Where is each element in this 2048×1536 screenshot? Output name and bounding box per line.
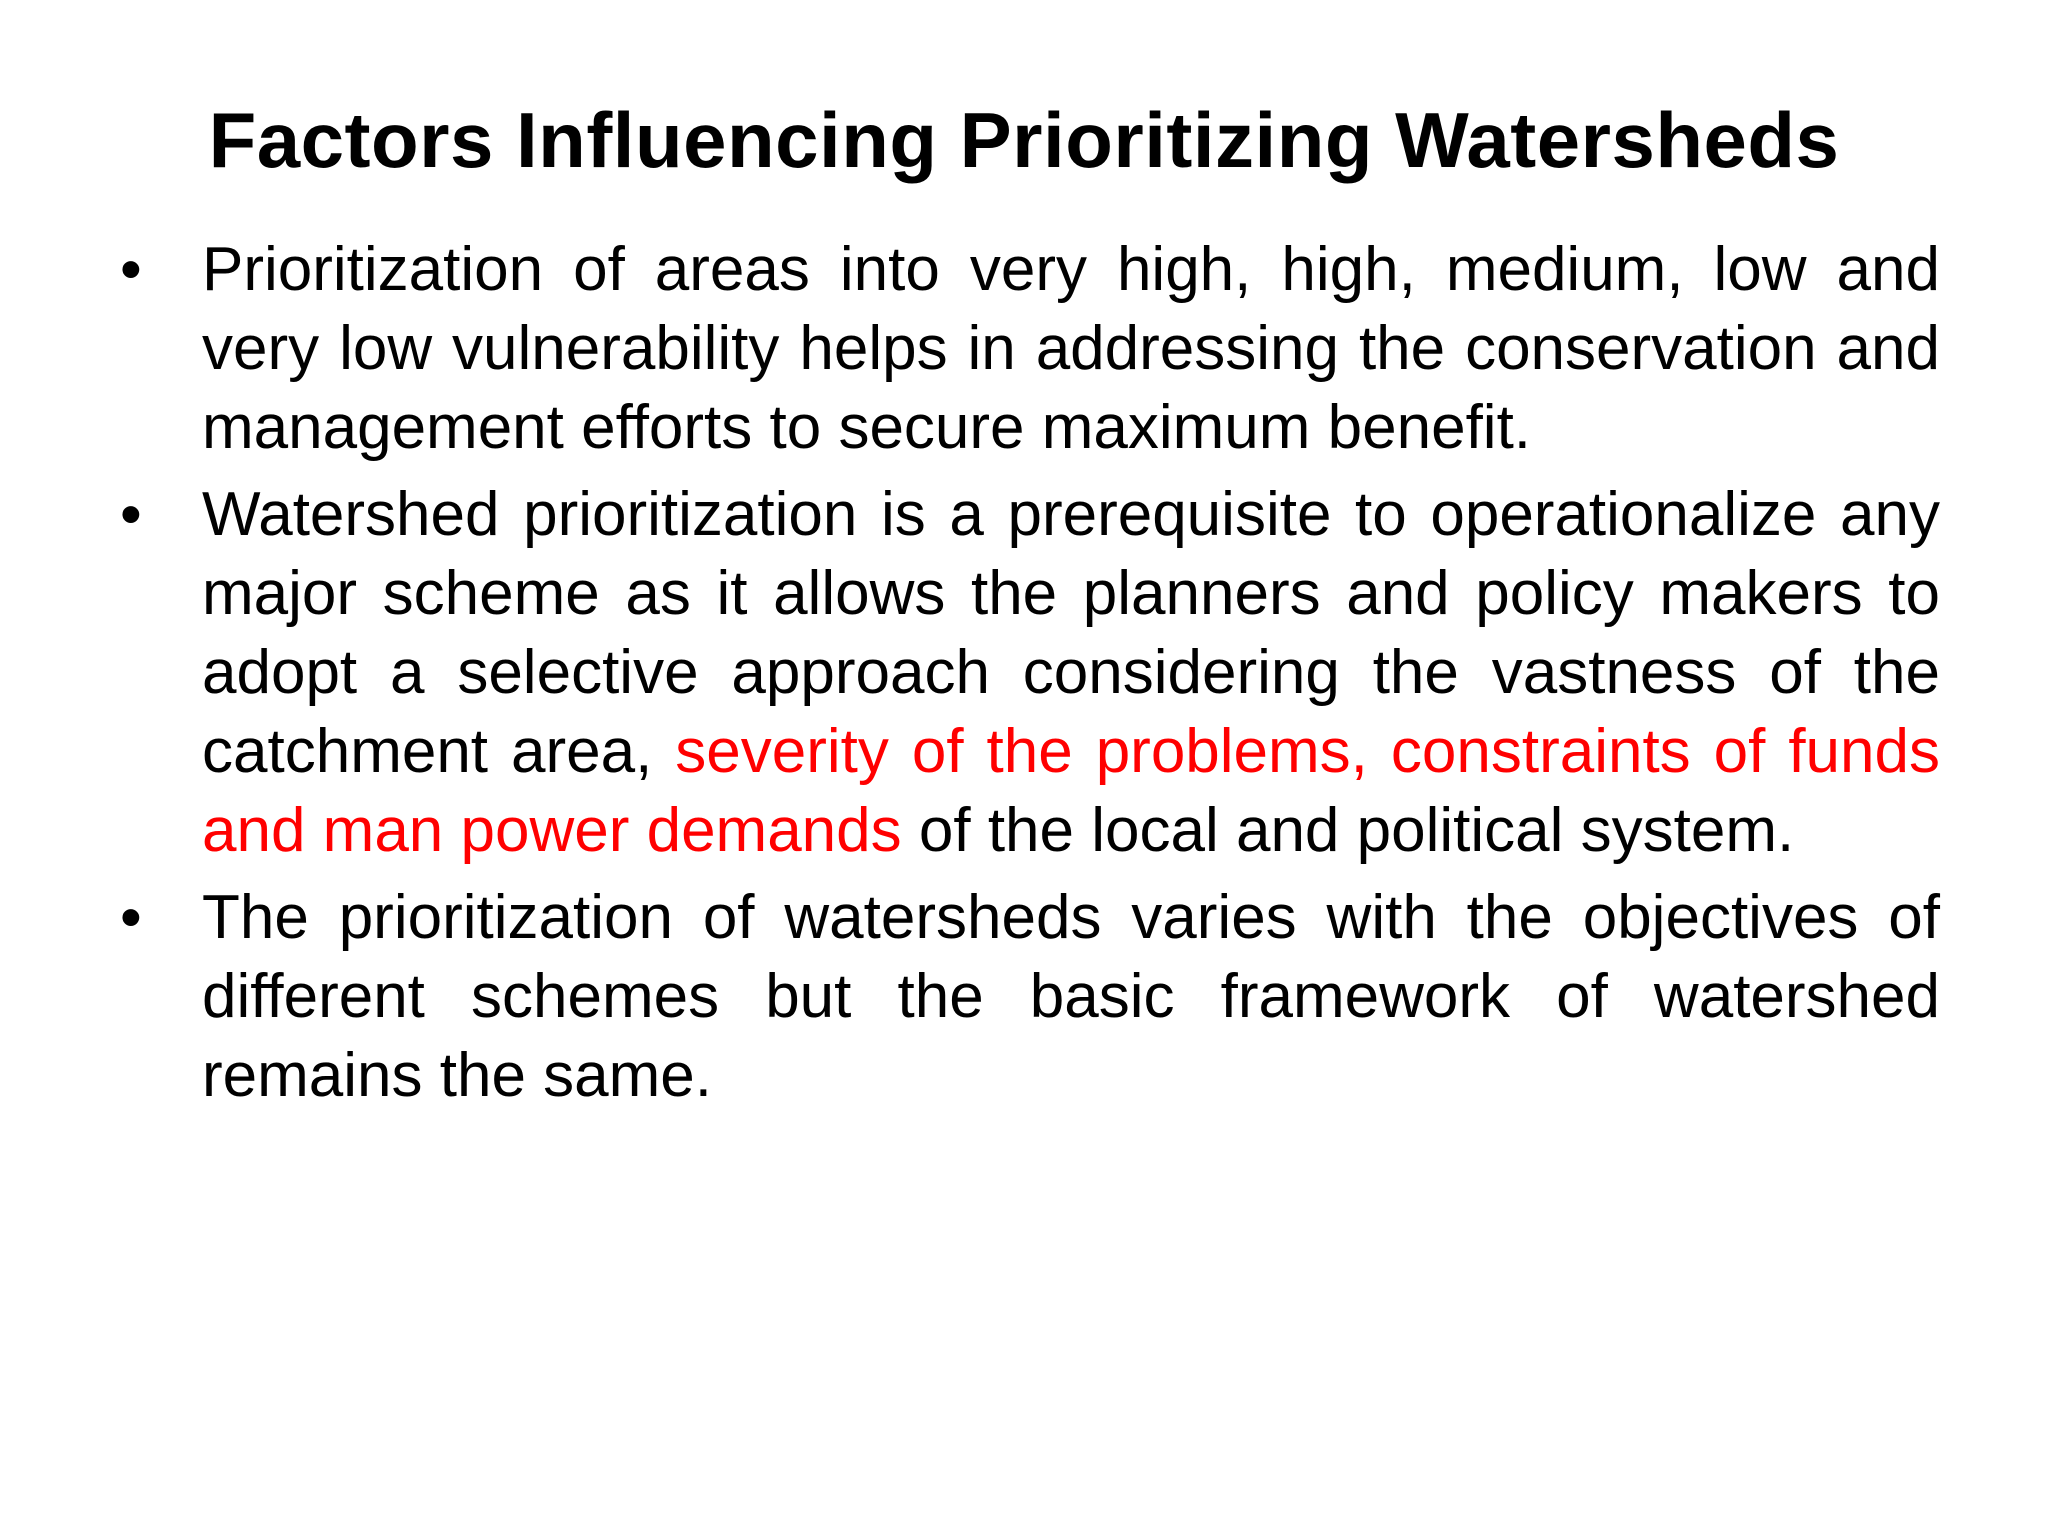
bullet-text-highlight: severity of the problems, constraints of funds and man power demands (202, 717, 1940, 865)
bullet-text-after: of the local and political system. (901, 796, 1795, 865)
bullet-text-before: Watershed prioritization is a prerequisite to operationalize any major scheme as it allows the planners and policy makers to adopt a selective approach considering the vastness of the catchment area, (202, 480, 1940, 786)
bullet-text: The prioritization of watersheds varies with the objectives of different schemes but the basic framework of watershed remains the same. (202, 883, 1940, 1110)
bullet-item-prioritization-varies (120, 878, 1940, 1115)
bullet-list (120, 230, 1940, 1123)
bullet-item-watershed-prerequisite (120, 475, 1940, 870)
bullet-icon: • (120, 480, 142, 549)
bullet-text: Prioritization of areas into very high, high, medium, low and very low vulnerability helps in addressing the conservation and management efforts to secure maximum benefit. (202, 235, 1940, 462)
bullet-item-prioritization-areas (120, 230, 1940, 467)
slide-title: Factors Influencing Prioritizing Watersheds (208, 96, 1840, 184)
bullet-icon: • (120, 883, 142, 952)
bullet-icon: • (120, 235, 142, 304)
